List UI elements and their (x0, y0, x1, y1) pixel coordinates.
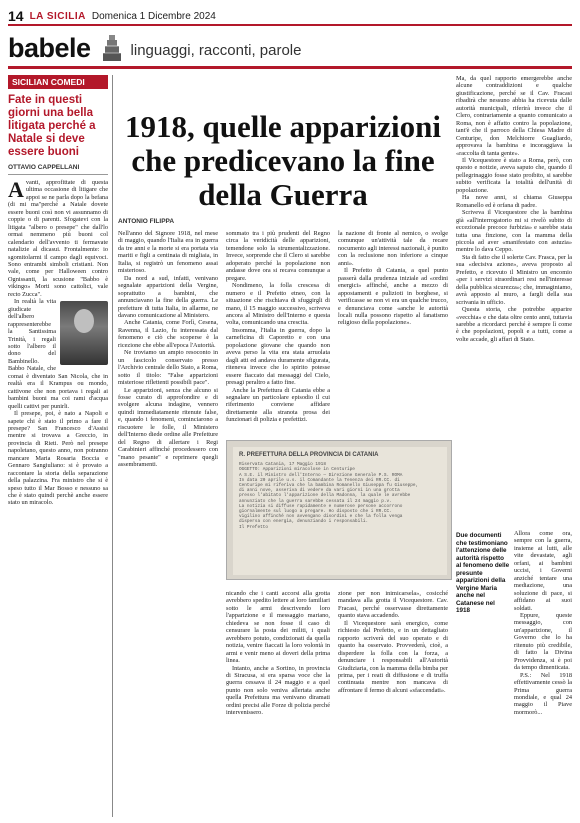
issue-date: Domenica 1 Dicembre 2024 (91, 10, 216, 22)
article-paragraph: Nell'anno del Signore 1918, nel mese di maggio, quando l'Italia era in guerra da tre anni e la morte si era portata via mariti e figli a centinaia di migliaia, in Italia, si registrò un fenomeno assai misterioso. (118, 230, 218, 275)
article-paragraph: Intanto, anche a Sortino, in provincia di Siracusa, si era sparsa voce che la guerra cessava il 24 maggio e a quel punto non solo veniva allertata anche quella Prefettura ma venivano diramati ordini precisi alle Forze di polizia perché intervenissero. (226, 664, 330, 717)
article-paragraph: Il Prefetto di Catania, a quel punto passerà dalla prudenza iniziale ad «ordini energici» affinché, anche a mezzo di appostamenti e pulizioti in borghese, si verificasse se non vi era un qualche trucco, e denunciava come «anche le autorità locali nulla possono rispetto al fanatismo religioso della popolazione». (338, 267, 448, 327)
document-header: R. PREFETTURA DELLA PROVINCIA DI CATANIA (239, 452, 379, 458)
article-paragraph: Ha nove anni, si chiama Giuseppa Romanello ed è orfana di padre. (456, 194, 572, 209)
article-column-2 (226, 230, 330, 435)
page-number: 14 (8, 8, 24, 24)
document-line: Riservata Catania, 17 Maggio 1918 (239, 462, 326, 468)
section-tagline: linguaggi, racconti, parole (130, 42, 302, 59)
document-line: A S.E. il Ministro dell'Interno — Direzione Generale P.S. ROMA (239, 472, 403, 478)
article-paragraph: zione per non inimicarsela», cosicché mandava alla grotta il Vicequestore. Cav. Fracasi, perché osservasse direttamente quanto stava accadendo. (338, 590, 448, 620)
archival-document-photo (226, 440, 452, 580)
document-line: giornalmente sul luogo a pregare. Ho disposto che i RR.CC. (239, 509, 392, 515)
article-paragraph: Questa storia, che potrebbe apparire «vecchia» e che data oltre cento anni, tuttavia sarebbe a ricordarci perché è sempre lì come è che popolazioni, popoli e a tutti, come a volte accade, gli affari di Stato. (456, 306, 572, 343)
section-divider (8, 66, 572, 69)
sidebar-byline: OTTAVIO CAPPELLANI (8, 164, 108, 175)
sidebar-paragraph: Avanti, approfittate di questa ultima occasione di litigare che appoi se ne parla dopo la befana (di mi ma"perché a Natale dovete essere buoni così non vi assunnamo di coppie o di parenti. Sfogatevi con la litigata "albero o presepe" che dall'lo ormai nemmeno più buoni col calendario dell'avvento ti fermavate natalizie al dicasui. Frontalmente: io sgomitolarmi il campo dagli equivoci. Sono entrambi simboli cristiani. Non vale, come per Halloween contro Ognissanti, la scusione "Babbo è vikingo» Morti sono cattolici, vale recto Zucca". (8, 177, 108, 298)
sidebar-dropcap: A (8, 177, 24, 202)
article-column-3-lower (338, 590, 448, 817)
sidebar-kicker: SICILIAN COMEDI (8, 75, 108, 89)
article-paragraph: Eppure, queste messaggio, con un'apparizione, il Governo che lo ha ritenuto più credibile, di fatto la Divina Provvidenza, si è poi da tempo dimenticata. (514, 611, 572, 672)
article-paragraph: Allora come ora, sempre con la guerra, insieme ai lutti, alle vite devastate, agli orfani, ai bambini uccisi, i Governi anziché tentare una mediazione, una soluzione di pace, si affidano ai suoi soldati. (514, 530, 572, 612)
author-portrait (60, 301, 108, 365)
document-line: La notizia si diffuse rapidamente e numerose persone accorrono (239, 503, 403, 509)
article-column-1 (118, 230, 218, 817)
document-line: Centuripe mi riferiva che la bambina Romanello Giuseppa fu Giuseppe, (239, 483, 419, 489)
article-paragraph: Nondimeno, la folla crescesa di numero e il Prefetto etneo, con la situazione che rischiava di sfuggirgli di mano, il 15 maggio successivo, scriveva ancora al Ministro dell'Interno e questa volta, comunicando una crescita. (226, 282, 330, 327)
article-column-4-tail (514, 530, 572, 817)
article-paragraph: Le apparizioni, senza che alcuno si fosse curato di approfondire e di svolgere alcuna indagine, vennero quindi immediatamente ritenute false, e, quando i fenomeni, cominciarono a riscuotere le folle, il Ministero dell'Interno diede ordine alle Prefetture del Regno di allertare i Regi Carabinieri affinché procedessero con "mano pesante" e reprimere quegli assembramenti. (118, 386, 218, 469)
sidebar-body (8, 179, 108, 507)
article-column-2-lower (226, 590, 330, 817)
sidebar-headline: Fate in questi giorni una bella litigata perché a Natale si deve essere buoni (8, 94, 96, 158)
article-paragraph: Da nord a sud, infatti, venivano segnalate apparizioni della Vergine, soprattutto a bambini, che annunciavano la fine della guerra. Le prefetture di tutta Italia, in allarme, ne davano comunicazione al Ministero. (118, 274, 218, 319)
newspaper-name: LA SICILIA (29, 10, 86, 22)
document-line: vigilino affinché non avvengano disordini e che la folla venga (239, 514, 403, 520)
article-paragraph: sommato tra i più prudenti del Regno circa la veridicità delle apparizioni, temendone solo la strumentalizzazione. Invece, sorprende che il Clero si sarebbe adoperato perché la popolazione non andasse dove ora si recava comunque a pregare. (226, 230, 330, 282)
document-line: OGGETTO: Apparizioni miracolose in Centuripe (239, 467, 355, 473)
article-paragraph: Scriveva il Vicequestore che la bambina già «all'interrogatorio mi si rivelò subito di eccezionale precoce furbizia» e sarebbe stata tutta una finzione, con la mamma della piccola ad aver «manifestato con astuzia» mentre lo dava Ceppo. (456, 209, 572, 254)
article-column-4 (456, 75, 572, 527)
document-line: annunziato che la guerra sarebbe cessata il 24 maggio p.v. (239, 498, 392, 504)
document-line: di anni nove, asseriva di vedere da vari giorni in una grotta (239, 488, 400, 494)
article-paragraph: la nazione di fronte al nemico, o svolge comunque un'attività tale da recare nocumento agli interessi nazionali, è punito con la reclusione non inferiore a cinque anni». (338, 230, 448, 267)
article-headline: 1918, quelle apparizioni che predicevano la fine della Guerra (124, 109, 442, 212)
document-line: presso l'abitato l'apparizione della Madonna, la quale le avrebbe (239, 493, 411, 499)
document-page (233, 447, 447, 575)
article-paragraph: Sta di fatto che il solerte Cav. Frasca, per la sua «decisiva azione», aveva proposto al Prefetto, e ricevuto il Ministro un encomio «per i servizi straordinari resi nell'interesse della pubblica sicurezza»; che, immaginiamo, avrà apposto al muro, a fargli della sua scrivania in ufficio. (456, 253, 572, 306)
article-paragraph: P.S.: Nel 1918 effettivamente cessò la Prima guerra mondiale, e qual 24 maggio il Piave mormorò... (514, 671, 572, 716)
sidebar-column (8, 75, 108, 817)
article-paragraph: Anche la Prefettura di Catania ebbe a segnalare un particolare episodio il cui riferimento conviene affidare direttamente alla stranota prosa dei funzionari di polizia e prefettizi. (226, 386, 330, 424)
tower-of-babel-icon (101, 33, 123, 61)
page-header (8, 8, 572, 26)
article-paragraph: Anche Catania, come Forlì, Cesena, Ravenna, il Lazio, fu interessata dal fenomeno e ciò che scoperse è la ricezione che ebbe all'epoca l'Autorità. (118, 319, 218, 349)
article-paragraph: Insomma, l'Italia in guerra, dopo la carneficina di Caporetto e con una popolazione giovane che quando non aveva perso la vita era stata arruolata dagli atti ed andava duramente sfigurata, riteneva invece che lo spirito potesse essere fiaccato dai messaggi del Cielo, presagi peraltro a fatto fine. (226, 326, 330, 387)
document-line: dispersa con energia, denunziando i responsabili. (239, 519, 369, 525)
article-byline: ANTONIO FILIPPA (118, 218, 175, 225)
photo-caption: Due documenti che testimoniano l'attenzione delle autorità rispetto al fenomeno delle presunte apparizioni della Vergine Maria anche nel Catanese nel 1918 (456, 532, 510, 614)
document-line: In data 20 aprile u.s. il Comandante la Tenenza dei RR.CC. di (239, 477, 400, 483)
sidebar-paragraph: Il presepe, poi, è nato a Napoli e sapete chi è stato il primo a fare il presepe? San Francesco d'Assisi mentre si trovava a Greccio, in provincia di Rieti. Però nel presepe napoletano, questo anno, non potranno mancare Maria Rosaria Boccia e Gennaro Sangiuliano: si è provato a raccontare la storia della separazione della palazzina. Fra ministro che si è speso tutto il Mar Bosso e nessuno sa che è stato quindi perchè anche essere stato un miracolo. (8, 410, 108, 507)
sidebar-paragraph: In realtà la vita giudicate dell'albero rappresenterebbe la Santissima Trinità, i regali sotto l'albero il dono del Bambinello. Babbo Natale, che comai è diventato San Nicola, che in realtà era il Krampus ou mondo, cattivone che non portava i regali ai bambini buoni ma coi rami d'acqua quelli cattivi per punirli. (8, 298, 108, 410)
column-separator (112, 75, 113, 817)
section-banner (8, 30, 572, 64)
article-paragraph: Il Vicequestore sarà energico, come richiesto dal Prefetto, e in un dettagliato rapporto scriverà del suo operato e di quanto ha osservato. Provvederà, cioè, a disperdere la folla con la forza, a denunciare i responsabili all'Autorità Giudiziaria, con la mamma della bimba per prima, per i reati di diffusione e di truffa continuata mentre non mancava di affrontare il fermo di alcuni «sfaccendati». (338, 619, 448, 694)
article-paragraph: Ma, da quel rapporto emergerebbe anche alcune contraddizioni e qualche giustificazione, perché se il Cav. Fracasi ribadirà che nessuno abbia ha ricevuta dalle autorità municipali, riferirà invece che il Clero, contrariamente a quanto comunicato a Roma, non è affatto contro la popolazione, tant'è che il parroco della Chiesa Madre di Centuripe, don Melchiorre Guagliardo, approvava la bambina e incoraggiava la «raccolta di tanta gente». (456, 75, 572, 157)
article-paragraph: nicando che i canti accorsi alla grotta avrebbero spedito lettere ai loro familiari sotto le armi descrivendo loro l'apparizione e il messaggio mariano, chiedeva se non fosse il caso di censurare la posta dei militi, i quali avrebbero potuto, condizionati da quella notizia, venire fiaccati la loro volontà in armi e venir meno ai doveri della prima linea. (226, 590, 330, 665)
article-column-3 (338, 230, 448, 440)
section-title: babele (8, 33, 91, 63)
document-line: Il Prefetto (239, 524, 268, 530)
article-paragraph: Il Vicequestore è stato a Roma, però, con questo e notizie, aveva saputo che, quando il pellegrinaggio fosse stato proibito, si sarebbe subito verificata la totalità dell'unità di popolazione. (456, 156, 572, 194)
article-paragraph: Ne troviamo un ampio resoconto in un fascicolo conservato presso l'Archivio centrale dello Stato, a Roma, sotto il titolo: "False apparizioni misteriose riflettenti possibili pace". (118, 349, 218, 387)
